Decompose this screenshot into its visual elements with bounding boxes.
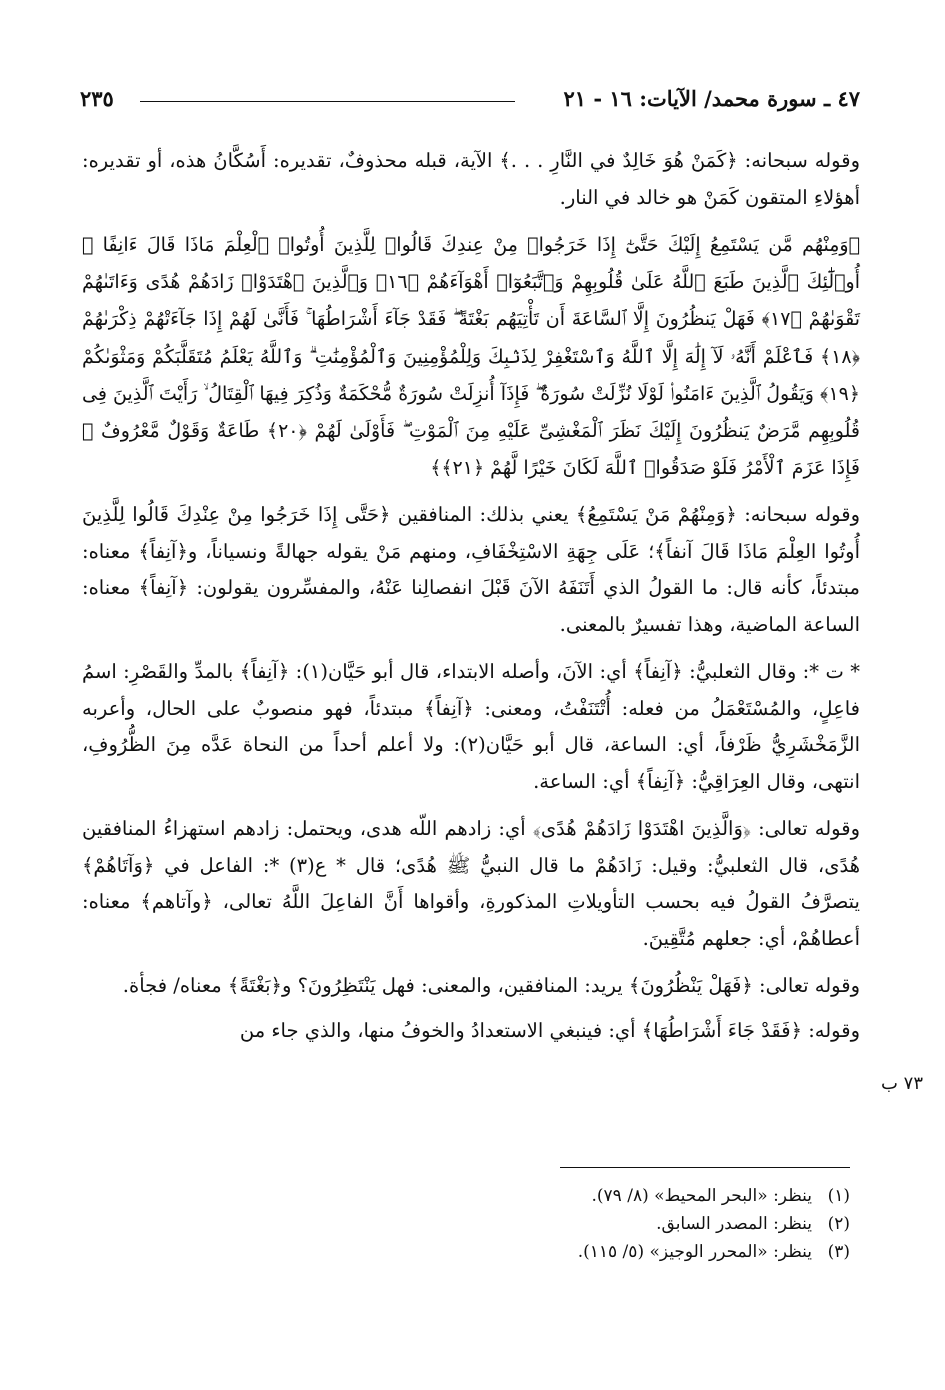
paragraph-6: وقوله: ﴿فَقَدْ جَاءَ أَشْرَاطُهَا﴾ أي: فينبغي الاستعدادُ والخوفُ منها، والذي جاء من: [239, 1018, 860, 1042]
footnote-number: (١): [827, 1186, 850, 1206]
footnote-rule: [560, 1167, 850, 1168]
header-rule: [140, 101, 515, 102]
footnote: [290, 1238, 850, 1266]
paragraph-4: وقوله تعالى: ﴿وَالَّذِينَ اهْتَدَوْا زَادَهُمْ هُدًى﴾ أي: زادهم اللّه هدى، ويحتمل: زادهم استهزاءُ المنافقين هُدًى، قال الثعلبيُّ: وقيل: زَادَهُمْ ما قال النبيُّ ﷺ هُدًى؛ قال * ع(٣) *: الفاعل في ﴿وَآتَاهُمْ﴾ يتصرَّفُ القولُ فيه بحسب التأويلاتِ المذكورةِ، وأقواها أَنَّ الفاعِلَ اللَّهُ تعالى، ﴿وآتاهم﴾ معناه: أعطاهُمْ، أي: جعلهم مُتَّقِينَ.: [82, 817, 860, 950]
footnote-number: (٣): [827, 1242, 850, 1262]
footnote: [290, 1182, 850, 1210]
quran-verses: ﴿وَمِنْهُم مَّن يَسْتَمِعُ إِلَيْكَ حَتَّىٰٓ إِذَا خَرَجُوا۟ مِنْ عِندِكَ قَالُوا۟ لِلَّذِينَ أُوتُوا۟ ٱلْعِلْمَ مَاذَا قَالَ ءَانِفًا ۚ أُو۟لَٰٓئِكَ ٱلَّذِينَ طَبَعَ ٱللَّهُ عَلَىٰ قُلُوبِهِمْ وَٱتَّبَعُوٓا۟ أَهْوَآءَهُمْ ﴿١٦﴾ وَٱلَّذِينَ ٱهْتَدَوْا۟ زَادَهُمْ هُدًى وَءَاتَىٰهُمْ تَقْوَىٰهُمْ ﴿١٧﴾ فَهَلْ يَنظُرُونَ إِلَّا ٱلسَّاعَةَ أَن تَأْتِيَهُم بَغْتَةً ۖ فَقَدْ جَآءَ أَشْرَاطُهَا ۚ فَأَنَّىٰ لَهُمْ إِذَا جَآءَتْهُمْ ذِكْرَىٰهُمْ ﴿١٨﴾ فَٱعْلَمْ أَنَّهُۥ لَآ إِلَٰهَ إِلَّا ٱللَّهُ وَٱسْتَغْفِرْ لِذَنۢبِكَ وَلِلْمُؤْمِنِينَ وَٱلْمُؤْمِنَٰتِ ۗ وَٱللَّهُ يَعْلَمُ مُتَقَلَّبَكُمْ وَمَثْوَىٰكُمْ ﴿١٩﴾ وَيَقُولُ ٱلَّذِينَ ءَامَنُوا۟ لَوْلَا نُزِّلَتْ سُورَةٌ ۖ فَإِذَآ أُنزِلَتْ سُورَةٌ مُّحْكَمَةٌ وَذُكِرَ فِيهَا ٱلْقِتَالُ ۙ رَأَيْتَ ٱلَّذِينَ فِى قُلُوبِهِم مَّرَضٌ يَنظُرُونَ إِلَيْكَ نَظَرَ ٱلْمَغْشِىِّ عَلَيْهِ مِنَ ٱلْمَوْتِ ۖ فَأَوْلَىٰ لَهُمْ ﴿٢٠﴾ طَاعَةٌ وَقَوْلٌ مَّعْرُوفٌ ۚ فَإِذَا عَزَمَ ٱلْأَمْرُ فَلَوْ صَدَقُوا۟ ٱللَّهَ لَكَانَ خَيْرًا لَّهُمْ ﴿٢١﴾﴾: [82, 234, 860, 480]
paragraph-1: وقوله سبحانه: ﴿كَمَنْ هُوَ خَالِدٌ في النَّارِ . . .﴾ الآية، قبله محذوفٌ، تقديره: أَسُكَّانُ هذه، أو تقديره: أهؤلاءِ المتقون كَمَنْ هو خالد في النار.: [82, 149, 860, 209]
paragraph-2: وقوله سبحانه: ﴿وَمِنْهُمْ مَنْ يَسْتَمِعُ﴾ يعني بذلك: المنافقين ﴿حَتَّى إِذَا خَرَجُوا مِنْ عِنْدِكَ قَالُوا لِلَّذِينَ أُوتُوا العِلْمَ مَاذَا قَالَ آنفاً﴾؛ عَلَى جِهَةِ الاسْتِخْفَافِ، ومنهم مَنْ يقوله جهالةً ونسياناً، و﴿آنِفاً﴾ معناه: مبتدئاً، كأنه قال: ما القولُ الذي أَتَنَفَهُ الآنَ قَبْلَ انفصالِنا عَنْهُ، والمفسِّرون يقولون: ﴿آنِفاً﴾ معناه: الساعة الماضية، وهذا تفسيرٌ بالمعنى.: [82, 503, 860, 636]
paragraph-5: وقوله تعالى: ﴿فَهَلْ يَنْظُرُونَ﴾ يريد: المنافقين، والمعنى: فهل يَنْتَظِرُونَ؟ و﴿بَغْتَةً﴾ معناه/ فجأة.: [122, 974, 860, 998]
footnote-text: ينظر: المصدر السابق.: [656, 1214, 812, 1234]
footnote-text: ينظر: «المحرر الوجيز» (٥/ ١١٥).: [577, 1242, 812, 1262]
page-header: [80, 86, 860, 116]
page-number: ٢٣٥: [80, 86, 114, 111]
paragraph-3: * ت *: وقال الثعلبيُّ: ﴿آنِفاً﴾ أي: الآنَ، وأصله الابتداء، قال أبو حَيَّان(١): ﴿آنِفاً﴾ بالمدِّ والقَصْرِ: اسمُ فاعِلٍ، والمُسْتَعْمَلُ من فعله: أُتْتَنَفْتُ، ومعنى: ﴿آنِفاً﴾ مبتدئاً، فهو منصوبٌ على الحال، وأعربه الزَّمَخْشَرِيُّ ظَرْفاً، أي: الساعة، قال أبو حَيَّان(٢): ولا أعلم أحداً من النحاة عَدَّه مِنَ الظُّرُوفِ، انتهى، وقال العِرَاقِيُّ: ﴿آنِفاً﴾ أي: الساعة.: [82, 660, 861, 793]
footnote: [290, 1210, 850, 1238]
running-title: ٤٧ ـ سورة محمد/ الآيات: ١٦ - ٢١: [563, 86, 860, 111]
footnote-text: ينظر: «البحر المحيط» (٨/ ٧٩).: [591, 1186, 812, 1206]
footnote-number: (٢): [827, 1214, 850, 1234]
manuscript-folio-note: ٧٣ ب: [880, 1073, 923, 1094]
main-text: [82, 143, 860, 1060]
footnotes: [290, 1182, 850, 1266]
